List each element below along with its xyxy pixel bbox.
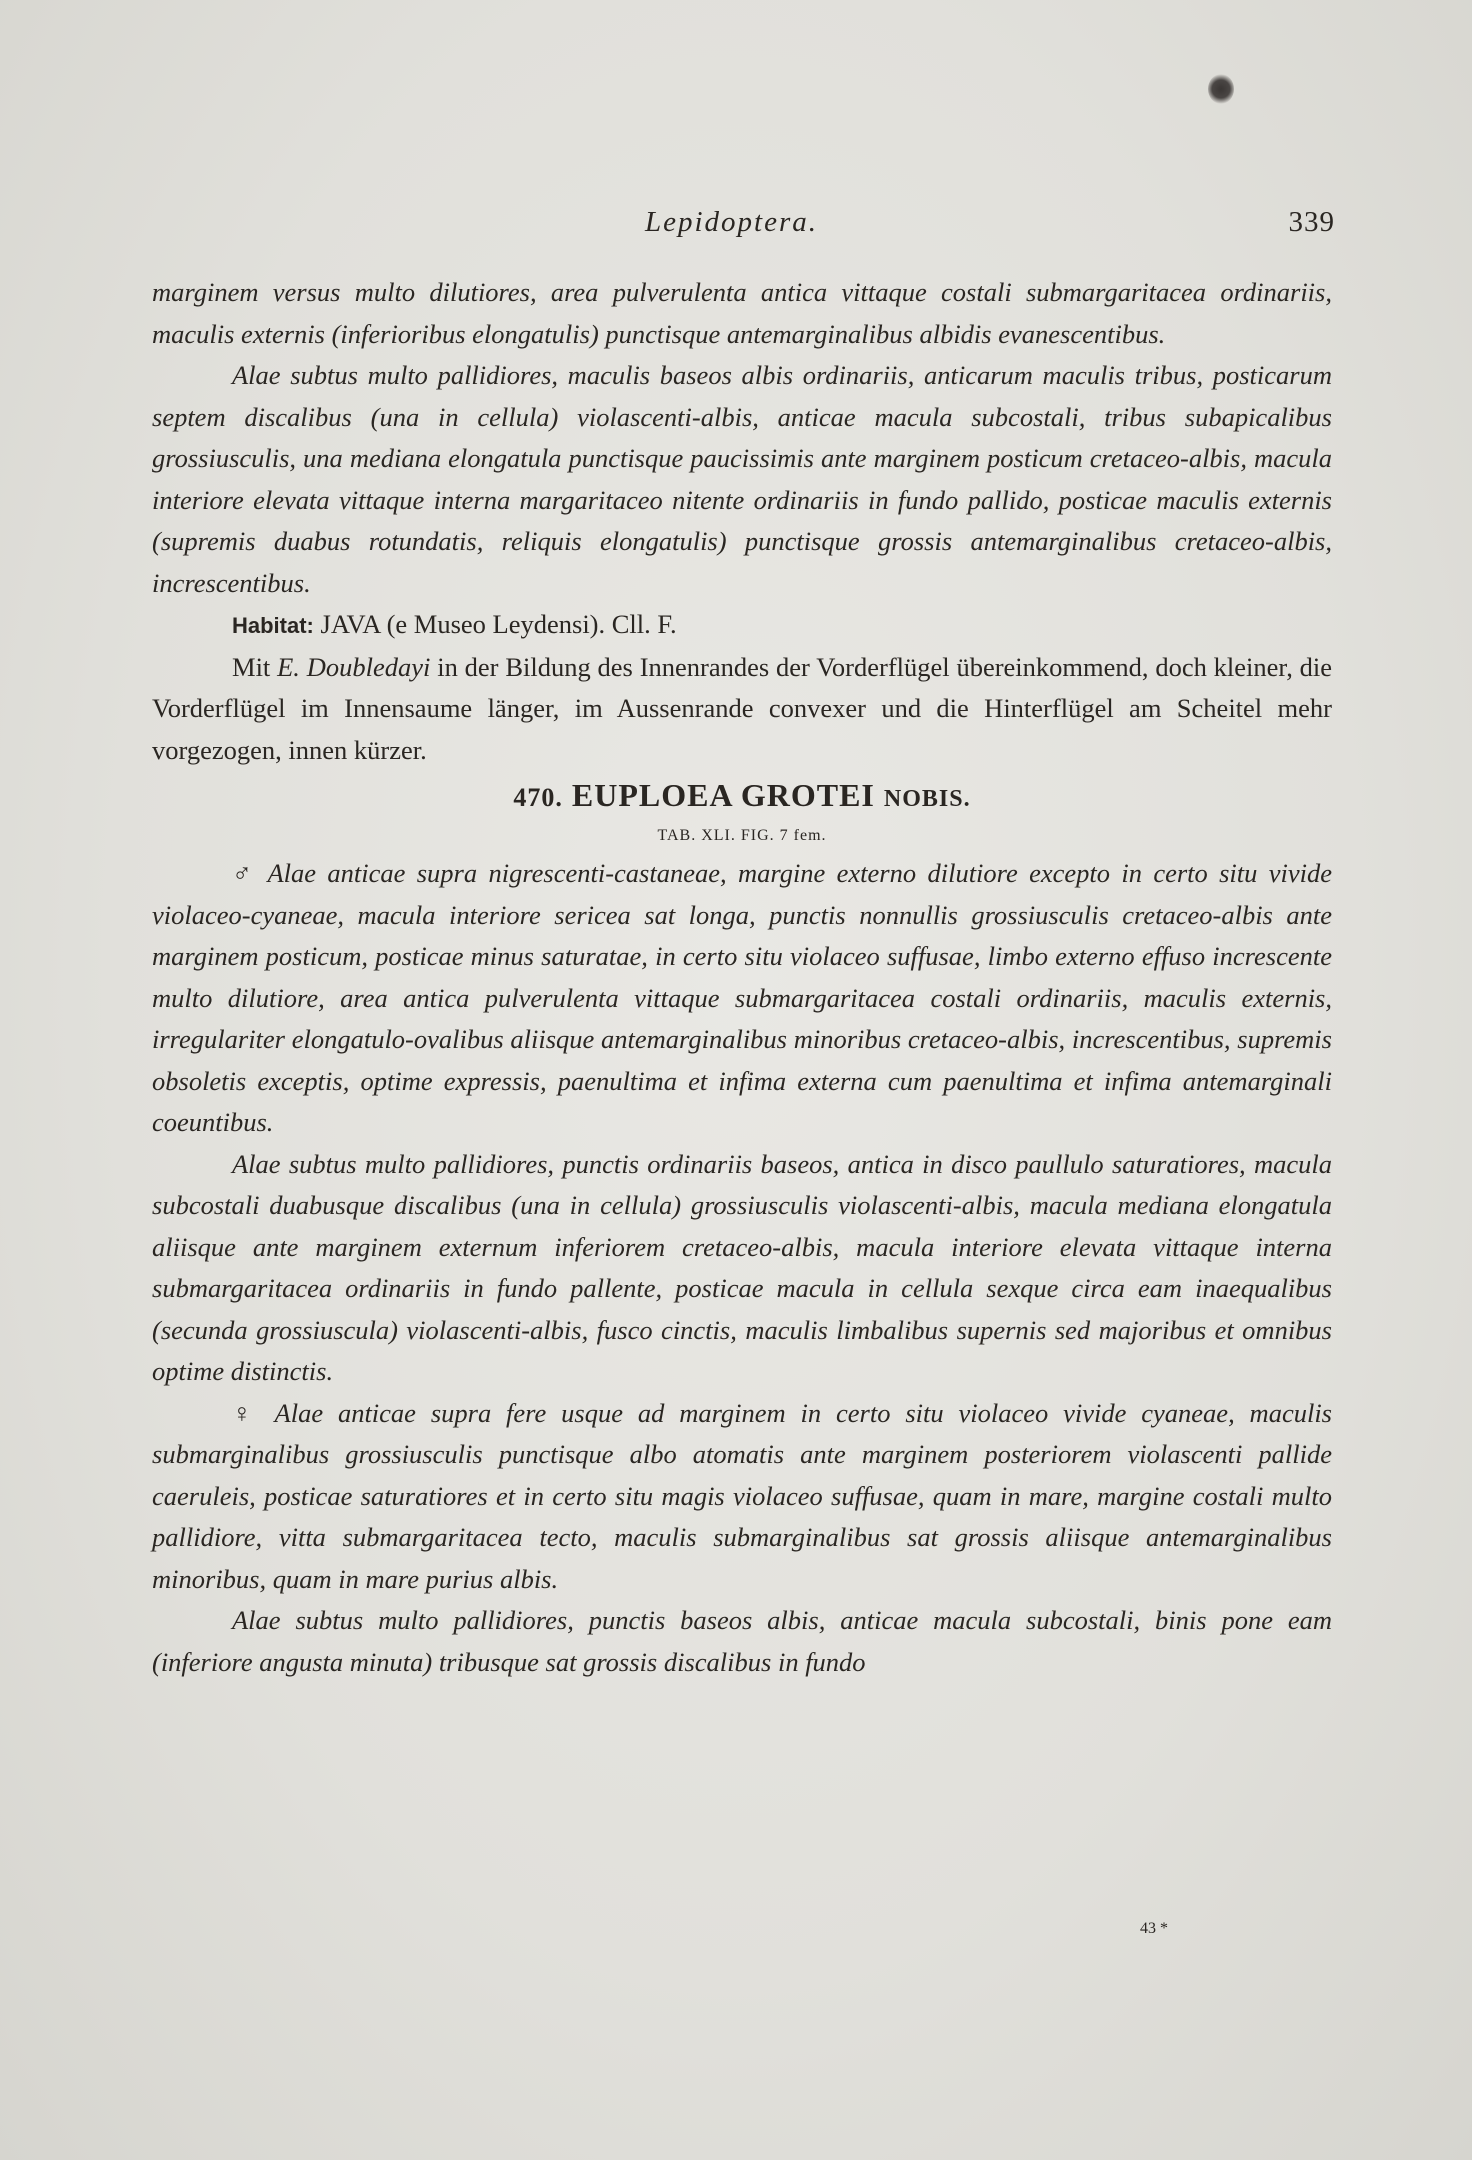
paragraph-underside: Alae subtus multo pallidiores, maculis baseos albis ordinariis, anticarum maculis tribus, posticarum septem discalibus (una in cellula) violascenti-albis, anticae macula subcostali, tribus subapicalibus grossiusculis, una mediana elongatula punctisque paucissimis ante marginem posticum cretaceo-albis, macula interiore elevata vittaque interna margaritaceo nitente ordinariis in fundo pallido, posticae maculis externis (supremis duabus rotundatis, reliquis elongatulis) punctisque grossis antemarginalibus cretaceo-albis, increscentibus. — [152, 360, 1332, 598]
female-under-description: Alae subtus multo pallidiores, punctis baseos albis, anticae macula subcostali, binis pone eam (inferiore angusta minuta) tribusque sat grossis discalibus in fundo — [152, 1605, 1332, 1677]
ink-stain — [1208, 74, 1234, 104]
male-sign-icon: ♂ — [232, 858, 257, 888]
female-sign-icon: ♀ — [232, 1397, 261, 1428]
running-title: Lepidoptera. — [645, 206, 819, 238]
paragraph-continuation: marginem versus multo dilutiores, area pulverulenta antica vittaque costali submargaritacea ordinariis, maculis externis (inferioribus elongatulis) punctisque antemarginalibus albidis evanescentibus. — [152, 277, 1332, 349]
plate-reference: TAB. XLI. FIG. 7 fem. — [657, 827, 827, 844]
habitat-line — [152, 604, 1332, 647]
species-name: EUPLOEA GROTEI — [571, 777, 875, 813]
habitat-label: Habitat: — [232, 613, 314, 638]
species-number: 470. — [513, 783, 563, 812]
paragraph-comparison — [152, 647, 1332, 772]
female-upper-text: Alae anticae supra fere usque ad marginem in certo situ violaceo vivide cyaneae, maculis submarginalibus grossiusculis punctisque albo atomatis ante marginem posteriorem violascenti pallide caeruleis, posticae saturatiores et in certo situ magis violaceo suffusae, quam in mare, margine costali multo pallidiore, vitta submargaritacea tecto, maculis submarginalibus sat grossis aliisque antemarginalibus minoribus, quam in mare purius albis. — [152, 1397, 1332, 1594]
habitat-text: JAVA (e Museo Leydensi). Cll. F. — [320, 609, 677, 639]
comparison-prefix: Mit — [232, 651, 271, 682]
page-number: 339 — [1288, 206, 1335, 238]
male-upper-text: Alae anticae supra nigrescenti-castaneae, margine externo dilutiore excepto in certo situ vivide violaceo-cyaneae, macula interiore sericea sat longa, punctis nonnullis grossiusculis cretaceo-albis ante marginem posticum, posticae minus saturatae, in certo situ violaceo suffusae, limbo externo effuso increscente multo dilutiore, area antica pulverulenta vittaque submargaritacea costali ordinariis, maculis externis, irregulariter elongatulo-ovalibus aliisque antemarginalibus minoribus cretaceo-albis, increscentibus, supremis obsoletis exceptis, optime expressis, paenultima et infima externa cum paenultima et infima antemarginali coeuntibus. — [152, 858, 1333, 1137]
female-upper-description — [152, 1393, 1332, 1601]
comparison-text: in der Bildung des Innenrandes der Vorderflügel übereinkommend, doch kleiner, die Vorderflügel im Innensaume länger, im Aussenrande convexer und die Hinterflügel am Scheitel mehr vorgezogen, innen kürzer. — [152, 651, 1333, 765]
species-heading — [152, 773, 1332, 821]
comparison-species: E. Doubledayi — [277, 651, 431, 682]
male-upper-description — [152, 853, 1332, 1144]
male-under-description: Alae subtus multo pallidiores, punctis ordinariis baseos, antica in disco paullulo saturatiores, macula subcostali duabusque discalibus (una in cellula) grossiusculis violascenti-albis, macula mediana elongatula aliisque ante marginem externum inferiorem cretaceo-albis, macula interiore elevata vittaque interna submargaritacea ordinariis in fundo pallente, posticae macula in cellula sexque circa eam inaequalibus (secunda grossiuscula) violascenti-albis, fusco cinctis, maculis limbalibus supernis sed majoribus et omnibus optime distinctis. — [152, 1148, 1332, 1386]
page-header — [150, 206, 1335, 246]
printer-signature: 43 * — [1140, 1920, 1168, 1937]
species-author: NOBIS. — [883, 786, 971, 812]
body-text — [152, 272, 1332, 1683]
